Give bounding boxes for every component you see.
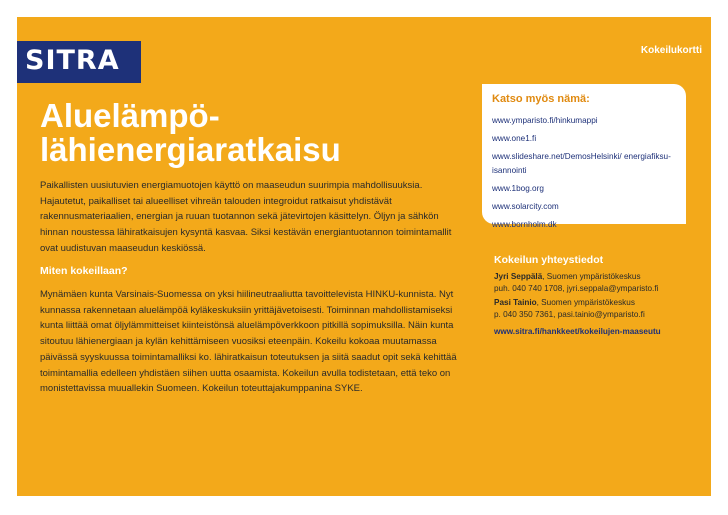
contact-details[interactable]: p. 040 350 7361, pasi.tainio@ymparisto.fi (494, 309, 645, 319)
intro-paragraph: Paikallisten uusiutuvien energiamuotojen käyttö on maaseudun suurimpia mahdollisuuksia. Hajautetut, paikalliset tai alueelliset vihreän talouden integroidut ratkaisut yhdistävät rakennusmateriaalien, energian ja ruuan tuotannon sekä jätevirtojen käsittelyn. Öljyn ja sähkön hinnan noustessa lähiratkaisujen kysyntä kasvaa. Siksi kestävän energiantuotannon toimintamallit ovat uudistuvan maaseudun keskiössä. (40, 180, 452, 254)
link-bornholm[interactable]: www.bornholm.dk (492, 219, 557, 229)
contact-item (494, 297, 699, 320)
section-heading: Miten kokeillaan? (40, 265, 128, 277)
link-solarcity[interactable]: www.solarcity.com (492, 201, 559, 211)
see-also-heading: Katso myös nämä: (492, 93, 590, 105)
link-one1[interactable]: www.one1.fi (492, 134, 537, 143)
section-body: Mynämäen kunta Varsinais-Suomessa on yksi hiilineutraaliutta tavoittelevista HINKU-kunnista. Nyt kunnassa rakennetaan aluelämpöä kyläkeskuksiin yrittäjävetoisesti. Toiminnan mahdollistamiseksi kunta liittää omat öljylämmitteiset kiinteistönsä aluelämpöverkkoon pitkillä sopimuksilla. Näin kunta sitoutuu lähienergiaan ja kylän kehittämiseen vuosiksi eteenpäin. Kokeilu kokoaa muutamassa päivässä syyskuussa toimintamalliksi ko. lähiratkaisun toteutuksen ja siitä saadut opit sekä kehittää toimintamallia edelleen yhdistäen siihen uutta osaamista. Kokeilun avulla todistetaan, että teko on monistettavissa muuallekin Suomeen. Kokeilun toteuttajakumppanina SYKE. (40, 289, 457, 395)
contact-org: , Suomen ympäristökeskus (536, 298, 635, 307)
project-url-link[interactable]: www.sitra.fi/hankkeet/kokeilujen-maaseutu (494, 327, 661, 336)
contact-org: , Suomen ympäristökeskus (542, 272, 641, 281)
link-slideshare[interactable]: www.slideshare.net/DemosHelsinki/ energiafiksu-isannointi (492, 152, 671, 175)
link-1bog[interactable]: www.1bog.org (492, 183, 544, 193)
title-line-1: Aluelämpö- (40, 97, 220, 134)
card-type-label: Kokeilukortti (640, 45, 702, 56)
page-title (40, 99, 470, 167)
contact-name: Pasi Tainio (494, 298, 537, 307)
see-also-box (482, 84, 686, 229)
contacts-heading: Kokeilun yhteystiedot (494, 254, 604, 266)
sitra-logo: SITRA (25, 45, 120, 76)
contact-details[interactable]: puh. 040 740 1708, jyri.seppala@ymparisto.fi (494, 283, 659, 293)
title-line-2: lähienergiaratkaisu (40, 131, 341, 168)
see-also-links (492, 114, 682, 236)
contacts-list (494, 271, 699, 338)
contact-name: Jyri Seppälä (494, 272, 543, 281)
link-hinkumappi[interactable]: www.ymparisto.fi/hinkumappi (492, 116, 598, 125)
contact-item (494, 271, 699, 294)
